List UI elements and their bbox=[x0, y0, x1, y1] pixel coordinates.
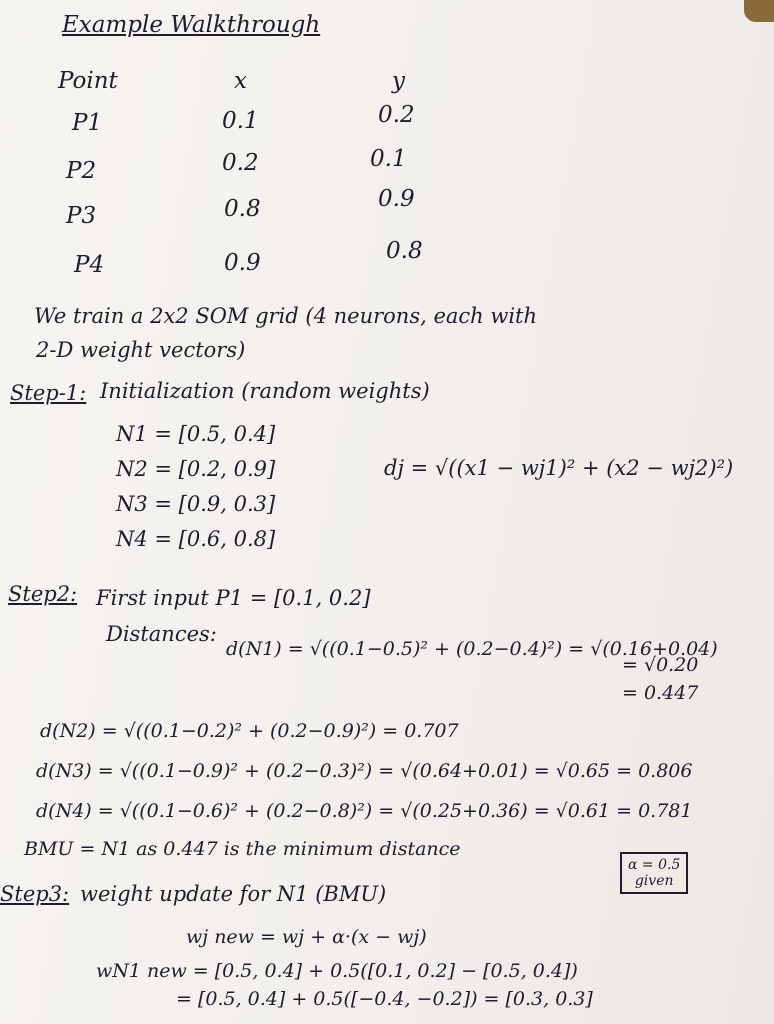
table-cell-y: 0.2 bbox=[378, 102, 415, 128]
table-header-x: x bbox=[234, 68, 247, 94]
update-calc-1: wN1 new = [0.5, 0.4] + 0.5([0.1, 0.2] − [0.5, 0.4]) bbox=[96, 960, 578, 982]
distance-n4: d(N4) = √((0.1−0.6)² + (0.2−0.8)²) = √(0.25+0.36) = √0.61 = 0.781 bbox=[36, 800, 693, 822]
step-1-label: Step-1: bbox=[10, 381, 87, 405]
given-alpha-box bbox=[620, 852, 688, 894]
binder-clip bbox=[744, 0, 774, 22]
table-cell-point: P3 bbox=[66, 203, 97, 229]
distance-n2: d(N2) = √((0.1−0.2)² + (0.2−0.9)²) = 0.707 bbox=[40, 720, 459, 742]
step-2-text: First input P1 = [0.1, 0.2] bbox=[96, 586, 371, 610]
step-2-label: Step2: bbox=[8, 582, 78, 606]
given-alpha-note: given bbox=[634, 873, 674, 890]
bmu-conclusion: BMU = N1 as 0.447 is the minimum distance bbox=[24, 838, 461, 860]
step-1-text: Initialization (random weights) bbox=[100, 379, 430, 403]
distance-n1-step: = √0.20 bbox=[622, 654, 699, 676]
distance-formula: dj = √((x1 − wj1)² + (x2 − wj2)²) bbox=[384, 456, 734, 480]
table-header-y: y bbox=[392, 68, 405, 94]
neuron-n2: N2 = [0.2, 0.9] bbox=[116, 457, 276, 481]
distance-n1-result: = 0.447 bbox=[622, 682, 699, 704]
table-header-point: Point bbox=[58, 68, 118, 94]
neuron-n1: N1 = [0.5, 0.4] bbox=[116, 422, 276, 446]
distance-n3: d(N3) = √((0.1−0.9)² + (0.2−0.3)²) = √(0.64+0.01) = √0.65 = 0.806 bbox=[36, 760, 693, 782]
table-cell-x: 0.1 bbox=[222, 108, 259, 134]
intro-line-2: 2-D weight vectors) bbox=[36, 338, 246, 362]
neuron-n3: N3 = [0.9, 0.3] bbox=[116, 492, 276, 516]
step-3-text: weight update for N1 (BMU) bbox=[80, 882, 387, 906]
table-cell-y: 0.9 bbox=[378, 186, 415, 212]
intro-line-1: We train a 2x2 SOM grid (4 neurons, each with bbox=[34, 304, 538, 328]
table-cell-point: P2 bbox=[66, 158, 97, 184]
page-title: Example Walkthrough bbox=[62, 12, 321, 38]
distance-n1: d(N1) = √((0.1−0.5)² + (0.2−0.4)²) = √(0.16+0.04) bbox=[226, 638, 718, 660]
table-cell-x: 0.9 bbox=[224, 250, 261, 276]
distances-label: Distances: bbox=[106, 622, 217, 646]
step-3-label: Step3: bbox=[0, 882, 70, 906]
table-cell-x: 0.8 bbox=[224, 196, 261, 222]
given-alpha-value: α = 0.5 bbox=[628, 857, 681, 873]
table-cell-y: 0.8 bbox=[386, 238, 423, 264]
table-cell-x: 0.2 bbox=[222, 150, 259, 176]
update-calc-2: = [0.5, 0.4] + 0.5([−0.4, −0.2]) = [0.3, 0.3] bbox=[176, 988, 593, 1010]
update-rule: wj new = wj + α·(x − wj) bbox=[186, 926, 427, 948]
table-cell-point: P1 bbox=[72, 110, 103, 136]
table-cell-y: 0.1 bbox=[370, 146, 407, 172]
neuron-n4: N4 = [0.6, 0.8] bbox=[116, 527, 276, 551]
table-cell-point: P4 bbox=[74, 252, 105, 278]
